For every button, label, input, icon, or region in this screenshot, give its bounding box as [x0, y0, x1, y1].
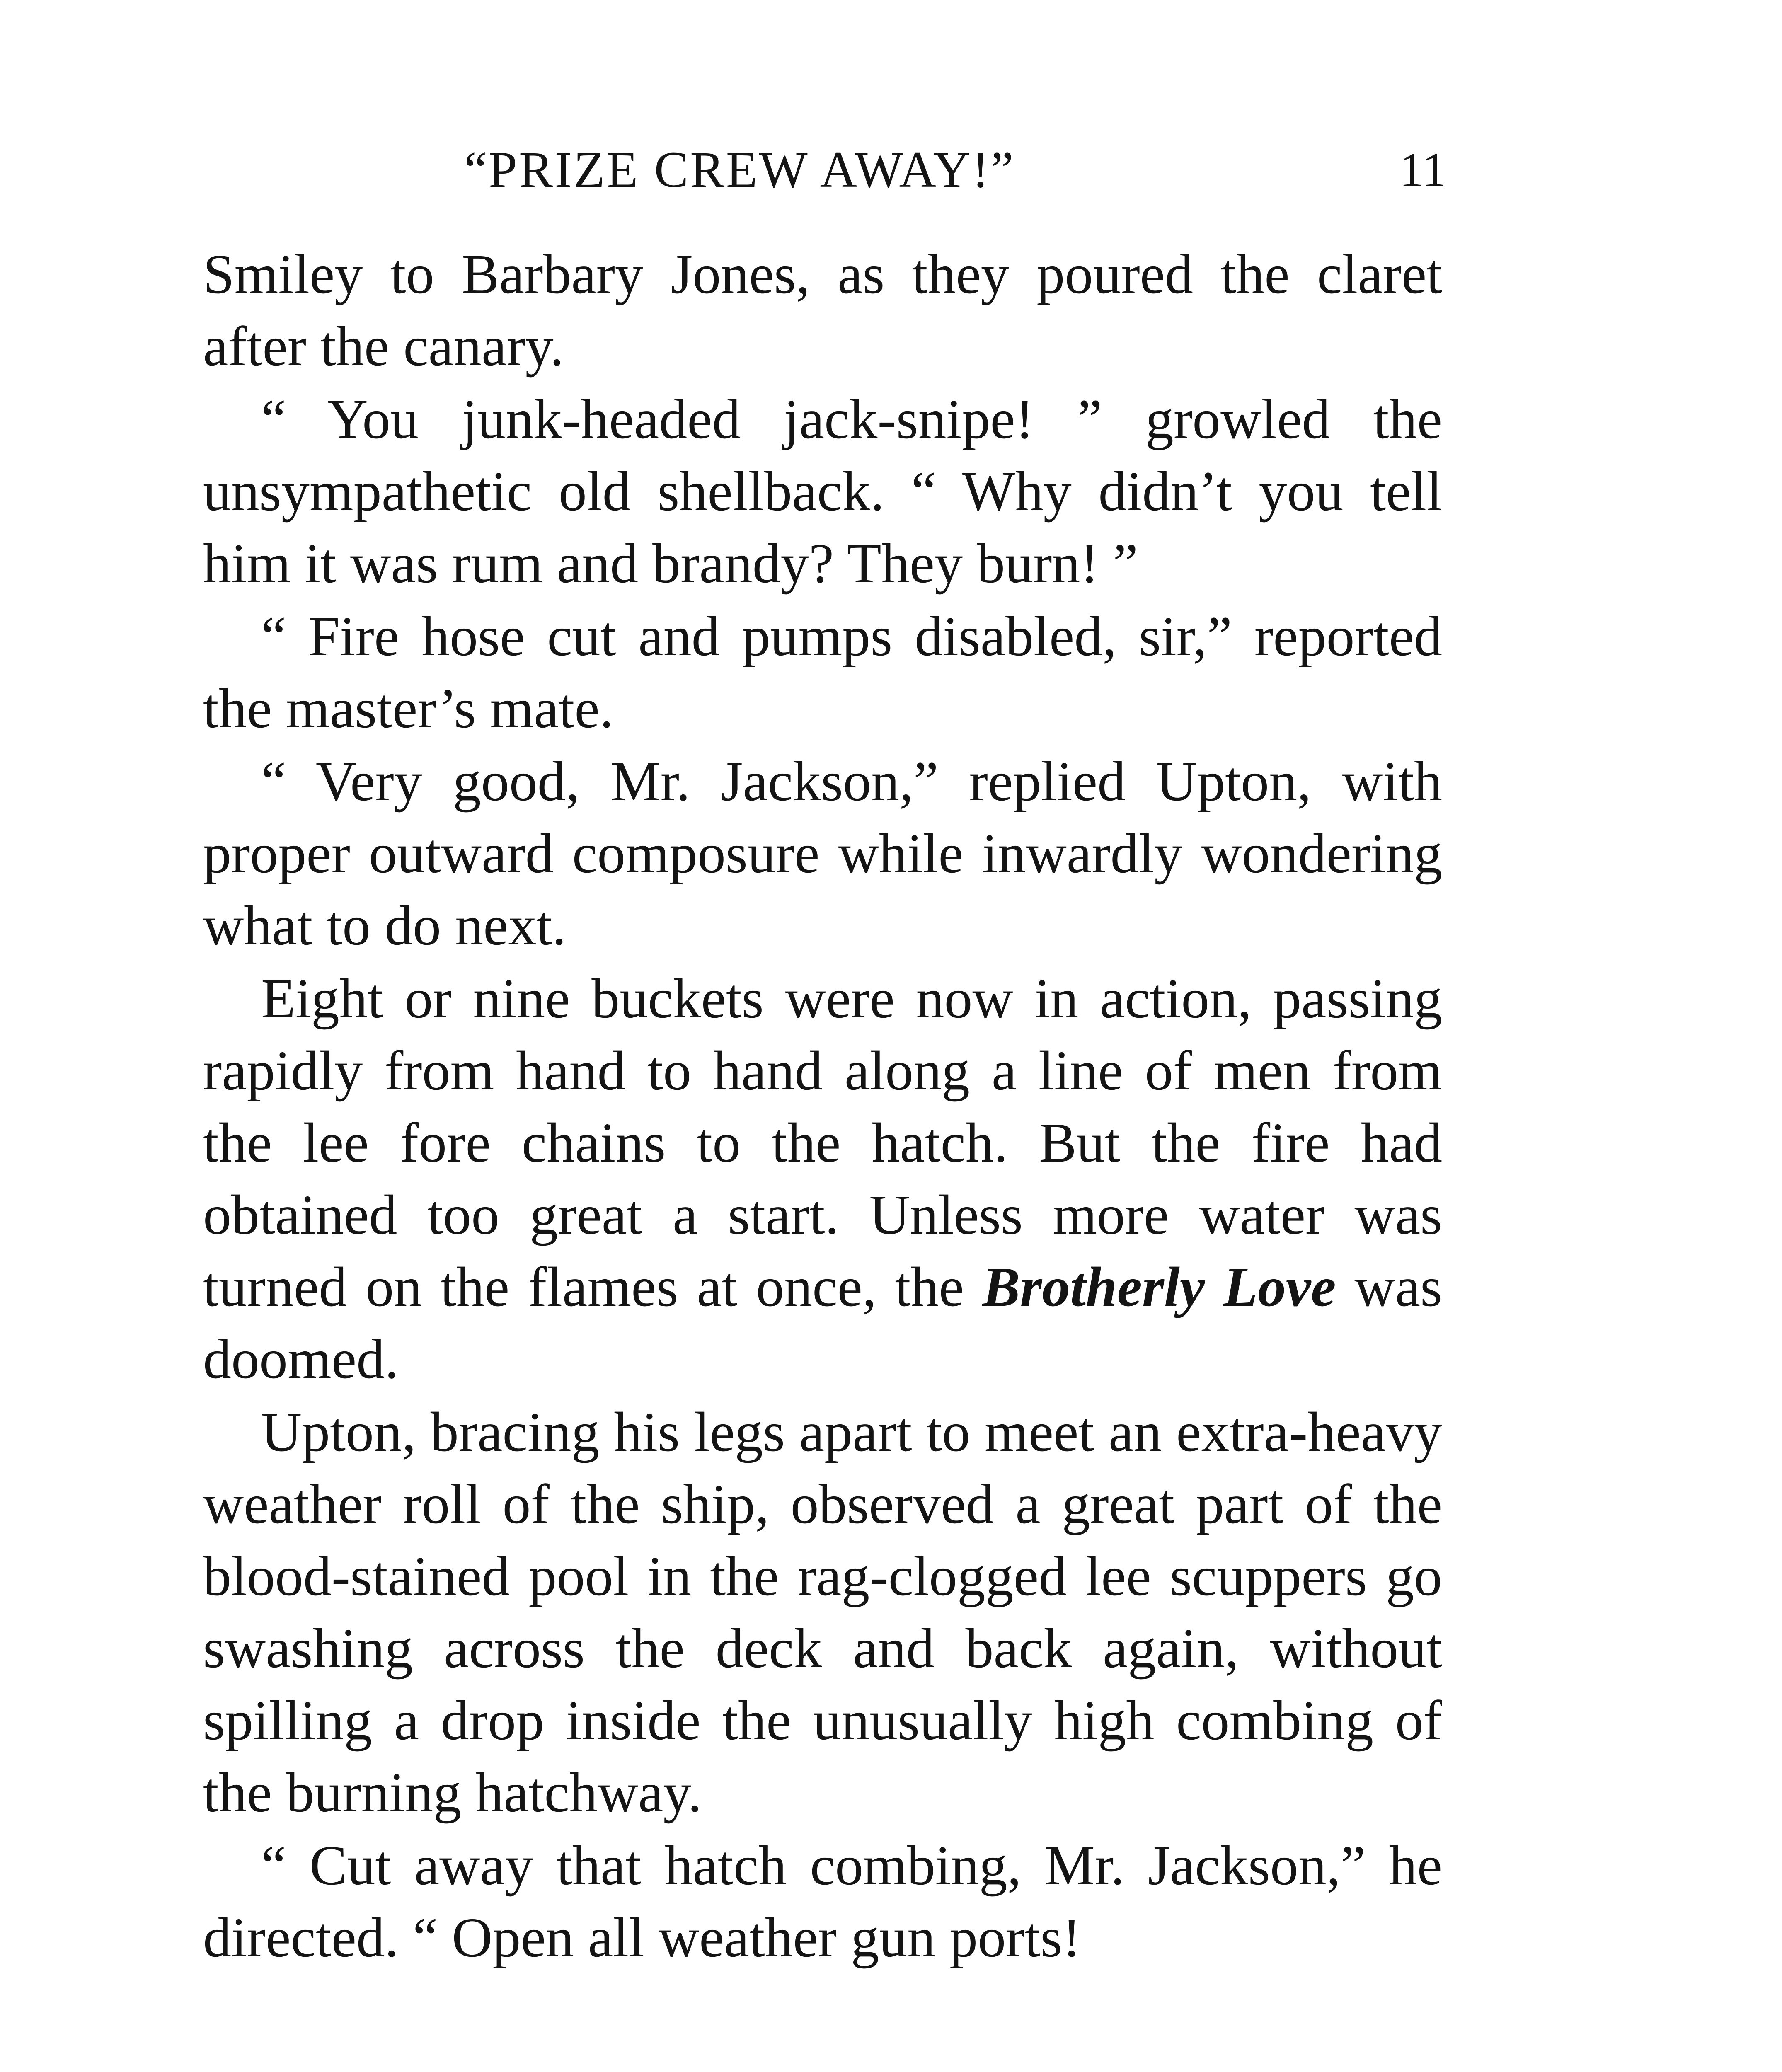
ship-name: Brotherly Love: [982, 1256, 1336, 1318]
paragraph-7: [203, 1830, 1442, 1974]
paragraph-6-text: Upton, bracing his legs apart to meet an extra-heavy weather roll of the ship, observed a great part of the blood-stained pool in the rag-clogged lee scuppers go swashing across the deck and back again, without spilling a drop inside the unusually high combing of the burning hatchway.: [203, 1401, 1442, 1824]
running-title: “PRIZE CREW AWAY!”: [464, 141, 1015, 198]
paragraph-5: [203, 963, 1442, 1395]
paragraph-5-text-end: was doomed.: [203, 1256, 1443, 1390]
paragraph-2: [203, 383, 1442, 600]
page-number: 11: [1399, 143, 1446, 197]
paragraph-6: [203, 1396, 1442, 1829]
paragraph-1: [203, 238, 1442, 382]
body-text: [203, 238, 1442, 1974]
paragraph-4: [203, 746, 1442, 962]
paragraph-3-text: “ Fire hose cut and pumps disabled, sir,” reported the master’s mate.: [203, 605, 1442, 740]
paragraph-2-text: “ You junk-headed jack-snipe! ” growled the unsympathetic old shellback. “ Why didn’t you tell him it was rum and brandy? They burn! ”: [203, 388, 1442, 595]
paragraph-3: [203, 600, 1442, 745]
paragraph-7-text: “ Cut away that hatch combing, Mr. Jackson,” he directed. “ Open all weather gun ports!: [203, 1835, 1442, 1969]
paragraph-1-text: Smiley to Barbary Jones, as they poured the claret after the canary.: [203, 243, 1442, 378]
running-head: [203, 137, 1446, 203]
paragraph-4-text: “ Very good, Mr. Jackson,” replied Upton, with proper outward composure while inwardly wondering what to do next.: [203, 750, 1442, 957]
paragraph-5-text: Eight or nine buckets were now in action, passing rapidly from hand to hand along a line of men from the lee fore chains to the hatch. But the fire had obtained too great a start. Unless more water was turned on the flames at once, the: [203, 968, 1442, 1318]
